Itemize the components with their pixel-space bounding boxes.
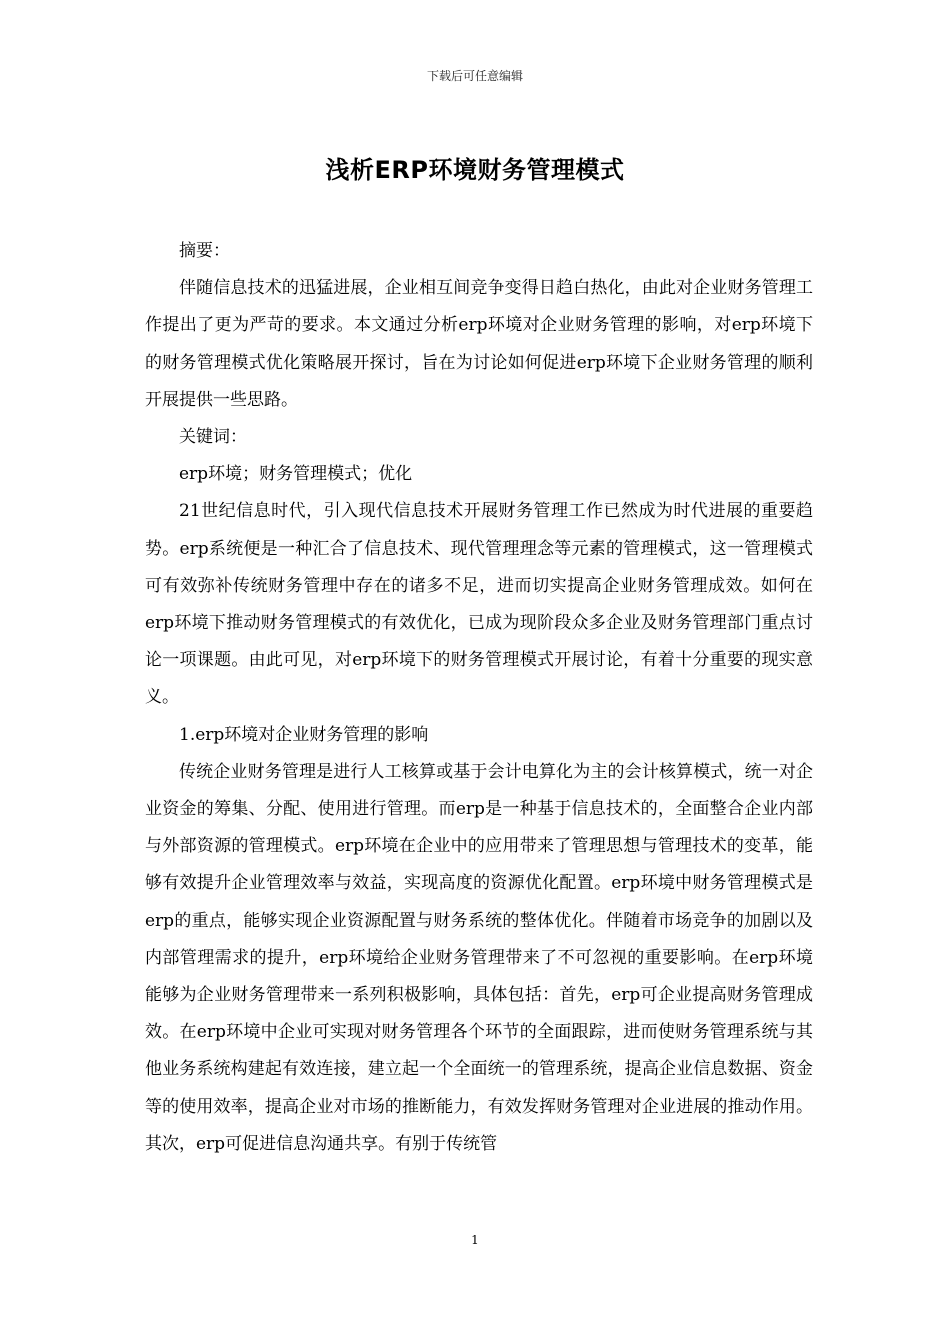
keywords-paragraph: erp环境；财务管理模式；优化 (179, 464, 413, 485)
keywords-heading: 关键词： (179, 427, 247, 448)
document-title: 浅析ERP环境财务管理模式 (325, 156, 625, 184)
abstract-heading: 摘要： (179, 241, 230, 261)
page-header-note: 下载后可任意编辑 (426, 69, 523, 83)
abstract-paragraph: 伴随信息技术的迅猛进展，企业相互间竞争变得日趋白热化，由此对企业财务管理工作提出了更为严苛的要求。本文通过分析erp环境对企业财务管理的影响，对erp环境下的财务管理模式优化策略展开探讨，旨在为讨论如何促进erp环境下企业财务管理的顺利开展提供一些思路。 (145, 278, 813, 410)
document-body (145, 233, 813, 1163)
page-number: 1 (471, 1233, 479, 1247)
section-heading: 1.erp环境对企业财务管理的影响 (179, 724, 429, 745)
intro-paragraph: 21世纪信息时代，引入现代信息技术开展财务管理工作已然成为时代进展的重要趋势。erp系统便是一种汇合了信息技术、现代管理理念等元素的管理模式，这一管理模式可有效弥补传统财务管理中存在的诸多不足，进而切实提高企业财务管理成效。如何在erp环境下推动财务管理模式的有效优化，已成为现阶段众多企业及财务管理部门重点讨论一项课题。由此可见，对erp环境下的财务管理模式开展讨论，有着十分重要的现实意义。 (145, 501, 813, 708)
section-paragraph: 传统企业财务管理是进行人工核算或基于会计电算化为主的会计核算模式，统一对企业资金的筹集、分配、使用进行管理。而erp是一种基于信息技术的，全面整合企业内部与外部资源的管理模式。erp环境在企业中的应用带来了管理思想与管理技术的变革，能够有效提升企业管理效率与效益，实现高度的资源优化配置。erp环境中财务管理模式是erp的重点，能够实现企业资源配置与财务系统的整体优化。伴随着市场竞争的加剧以及内部管理需求的提升，erp环境给企业财务管理带来了不可忽视的重要影响。在erp环境能够为企业财务管理带来一系列积极影响，具体包括：首先，erp可企业提高财务管理成效。在erp环境中企业可实现对财务管理各个环节的全面跟踪，进而使财务管理系统与其他业务系统构建起有效连接，建立起一个全面统一的管理系统，提高企业信息数据、资金等的使用效率，提高企业对市场的推断能力，有效发挥财务管理对企业进展的推动作用。其次，erp可促进信息沟通共享。有别于传统管 (145, 761, 813, 1154)
